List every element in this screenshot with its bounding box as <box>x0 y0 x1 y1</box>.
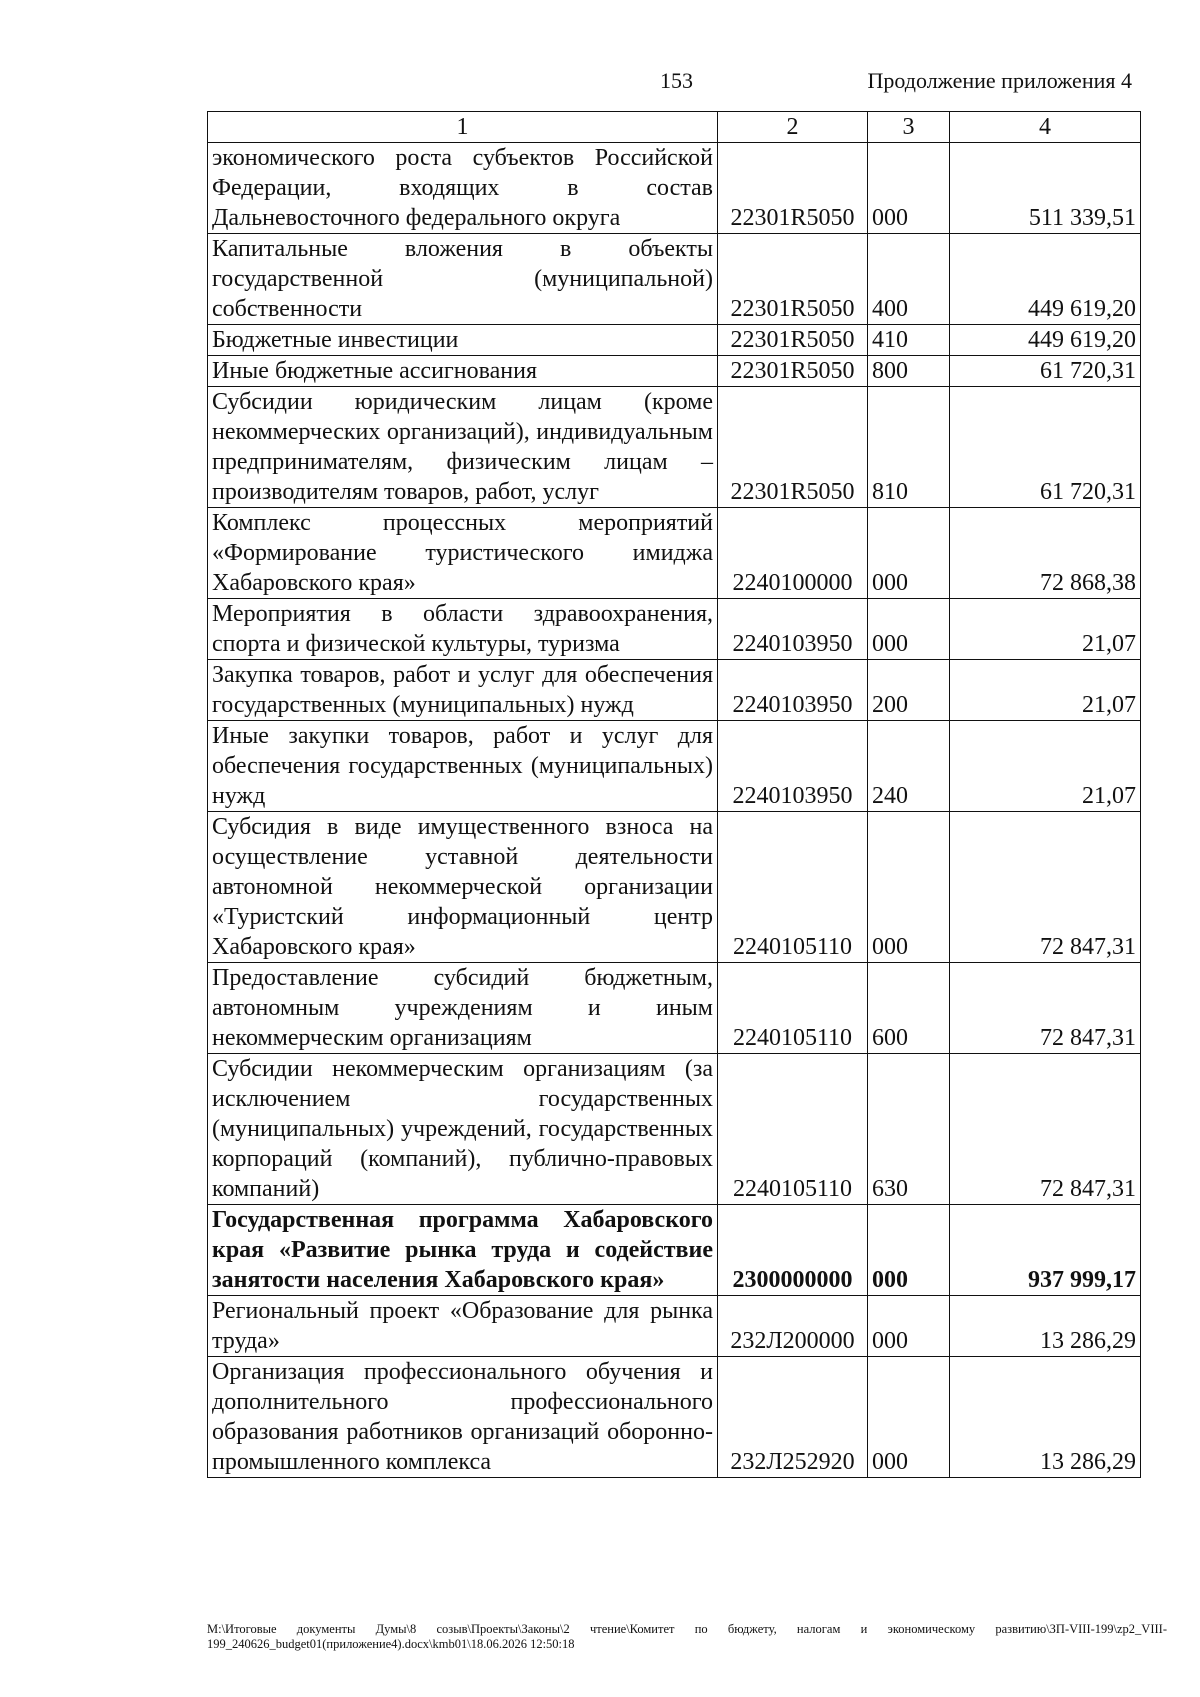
item-name: Субсидия в виде имущественного взноса на осуществление уставной деятельности автономной некоммерческой организации «Туристский информационный центр Хабаровского края» <box>208 812 718 963</box>
amount: 21,07 <box>950 660 1141 721</box>
target-code: 2240105110 <box>718 812 868 963</box>
table-row <box>208 387 1141 508</box>
target-code: 232Л252920 <box>718 1357 868 1478</box>
expense-type: 400 <box>868 234 950 325</box>
item-name: Предоставление субсидий бюджетным, автономным учреждениям и иным некоммерческим организациям <box>208 963 718 1054</box>
amount: 13 286,29 <box>950 1357 1141 1478</box>
target-code: 22301R5050 <box>718 325 868 356</box>
appendix-continuation-note: Продолжение приложения 4 <box>867 68 1132 93</box>
amount: 61 720,31 <box>950 387 1141 508</box>
amount: 72 847,31 <box>950 1054 1141 1205</box>
target-code: 2240100000 <box>718 508 868 599</box>
expense-type: 000 <box>868 1296 950 1357</box>
table-row <box>208 508 1141 599</box>
table-row <box>208 1296 1141 1357</box>
file-path-footer: M:\Итоговые документы Думы\8 созыв\Проекты\Законы\2 чтение\Комитет по бюджету, налогам и экономическому развитию\ЗП-VIII-199\zp2_VIII-199_240626_budget01(приложение4).docx\kmb01\18.06.2026 12:50:18 <box>207 1622 1167 1651</box>
target-code: 2240103950 <box>718 599 868 660</box>
item-name: Региональный проект «Образование для рынка труда» <box>208 1296 718 1357</box>
table-row <box>208 812 1141 963</box>
item-name: Иные закупки товаров, работ и услуг для обеспечения государственных (муниципальных) нужд <box>208 721 718 812</box>
amount: 21,07 <box>950 599 1141 660</box>
target-code: 2240105110 <box>718 1054 868 1205</box>
expense-type: 000 <box>868 508 950 599</box>
target-code: 2240105110 <box>718 963 868 1054</box>
expense-type: 000 <box>868 812 950 963</box>
expense-type: 000 <box>868 1205 950 1296</box>
expense-type: 410 <box>868 325 950 356</box>
amount: 72 868,38 <box>950 508 1141 599</box>
column-header: 4 <box>950 112 1141 143</box>
table-row-program-total <box>208 1205 1141 1296</box>
expense-type: 600 <box>868 963 950 1054</box>
amount: 449 619,20 <box>950 325 1141 356</box>
target-code: 232Л200000 <box>718 1296 868 1357</box>
item-name: экономического роста субъектов Российской Федерации, входящих в состав Дальневосточного федерального округа <box>208 143 718 234</box>
table-row <box>208 325 1141 356</box>
expense-type: 800 <box>868 356 950 387</box>
amount: 61 720,31 <box>950 356 1141 387</box>
item-name: Иные бюджетные ассигнования <box>208 356 718 387</box>
table-row <box>208 1357 1141 1478</box>
target-code: 22301R5050 <box>718 234 868 325</box>
table-row <box>208 356 1141 387</box>
table-row <box>208 721 1141 812</box>
table-row <box>208 660 1141 721</box>
expense-type: 630 <box>868 1054 950 1205</box>
budget-table <box>207 111 1141 1478</box>
item-name: Государственная программа Хабаровского края «Развитие рынка труда и содействие занятости населения Хабаровского края» <box>208 1205 718 1296</box>
item-name: Бюджетные инвестиции <box>208 325 718 356</box>
item-name: Субсидии юридическим лицам (кроме некоммерческих организаций), индивидуальным предпринимателям, физическим лицам – производителям товаров, работ, услуг <box>208 387 718 508</box>
table-row <box>208 143 1141 234</box>
table-row <box>208 1054 1141 1205</box>
target-code: 22301R5050 <box>718 356 868 387</box>
table-row <box>208 234 1141 325</box>
amount: 72 847,31 <box>950 963 1141 1054</box>
amount: 13 286,29 <box>950 1296 1141 1357</box>
target-code: 2240103950 <box>718 721 868 812</box>
expense-type: 810 <box>868 387 950 508</box>
target-code: 2300000000 <box>718 1205 868 1296</box>
expense-type: 000 <box>868 1357 950 1478</box>
target-code: 2240103950 <box>718 660 868 721</box>
item-name: Капитальные вложения в объекты государственной (муниципальной) собственности <box>208 234 718 325</box>
amount: 511 339,51 <box>950 143 1141 234</box>
target-code: 22301R5050 <box>718 143 868 234</box>
item-name: Организация профессионального обучения и дополнительного профессионального образования работников организаций оборонно-промышленного комплекса <box>208 1357 718 1478</box>
item-name: Закупка товаров, работ и услуг для обеспечения государственных (муниципальных) нужд <box>208 660 718 721</box>
amount: 937 999,17 <box>950 1205 1141 1296</box>
table-row <box>208 963 1141 1054</box>
expense-type: 000 <box>868 143 950 234</box>
target-code: 22301R5050 <box>718 387 868 508</box>
page-number: 153 <box>660 68 693 93</box>
expense-type: 200 <box>868 660 950 721</box>
amount: 72 847,31 <box>950 812 1141 963</box>
column-header: 1 <box>208 112 718 143</box>
expense-type: 240 <box>868 721 950 812</box>
item-name: Субсидии некоммерческим организациям (за исключением государственных (муниципальных) учреждений, государственных корпораций (компаний), публично-правовых компаний) <box>208 1054 718 1205</box>
table-header-row <box>208 112 1141 143</box>
column-header: 2 <box>718 112 868 143</box>
item-name: Мероприятия в области здравоохранения, спорта и физической культуры, туризма <box>208 599 718 660</box>
table-row <box>208 599 1141 660</box>
expense-type: 000 <box>868 599 950 660</box>
column-header: 3 <box>868 112 950 143</box>
amount: 449 619,20 <box>950 234 1141 325</box>
item-name: Комплекс процессных мероприятий «Формирование туристического имиджа Хабаровского края» <box>208 508 718 599</box>
amount: 21,07 <box>950 721 1141 812</box>
